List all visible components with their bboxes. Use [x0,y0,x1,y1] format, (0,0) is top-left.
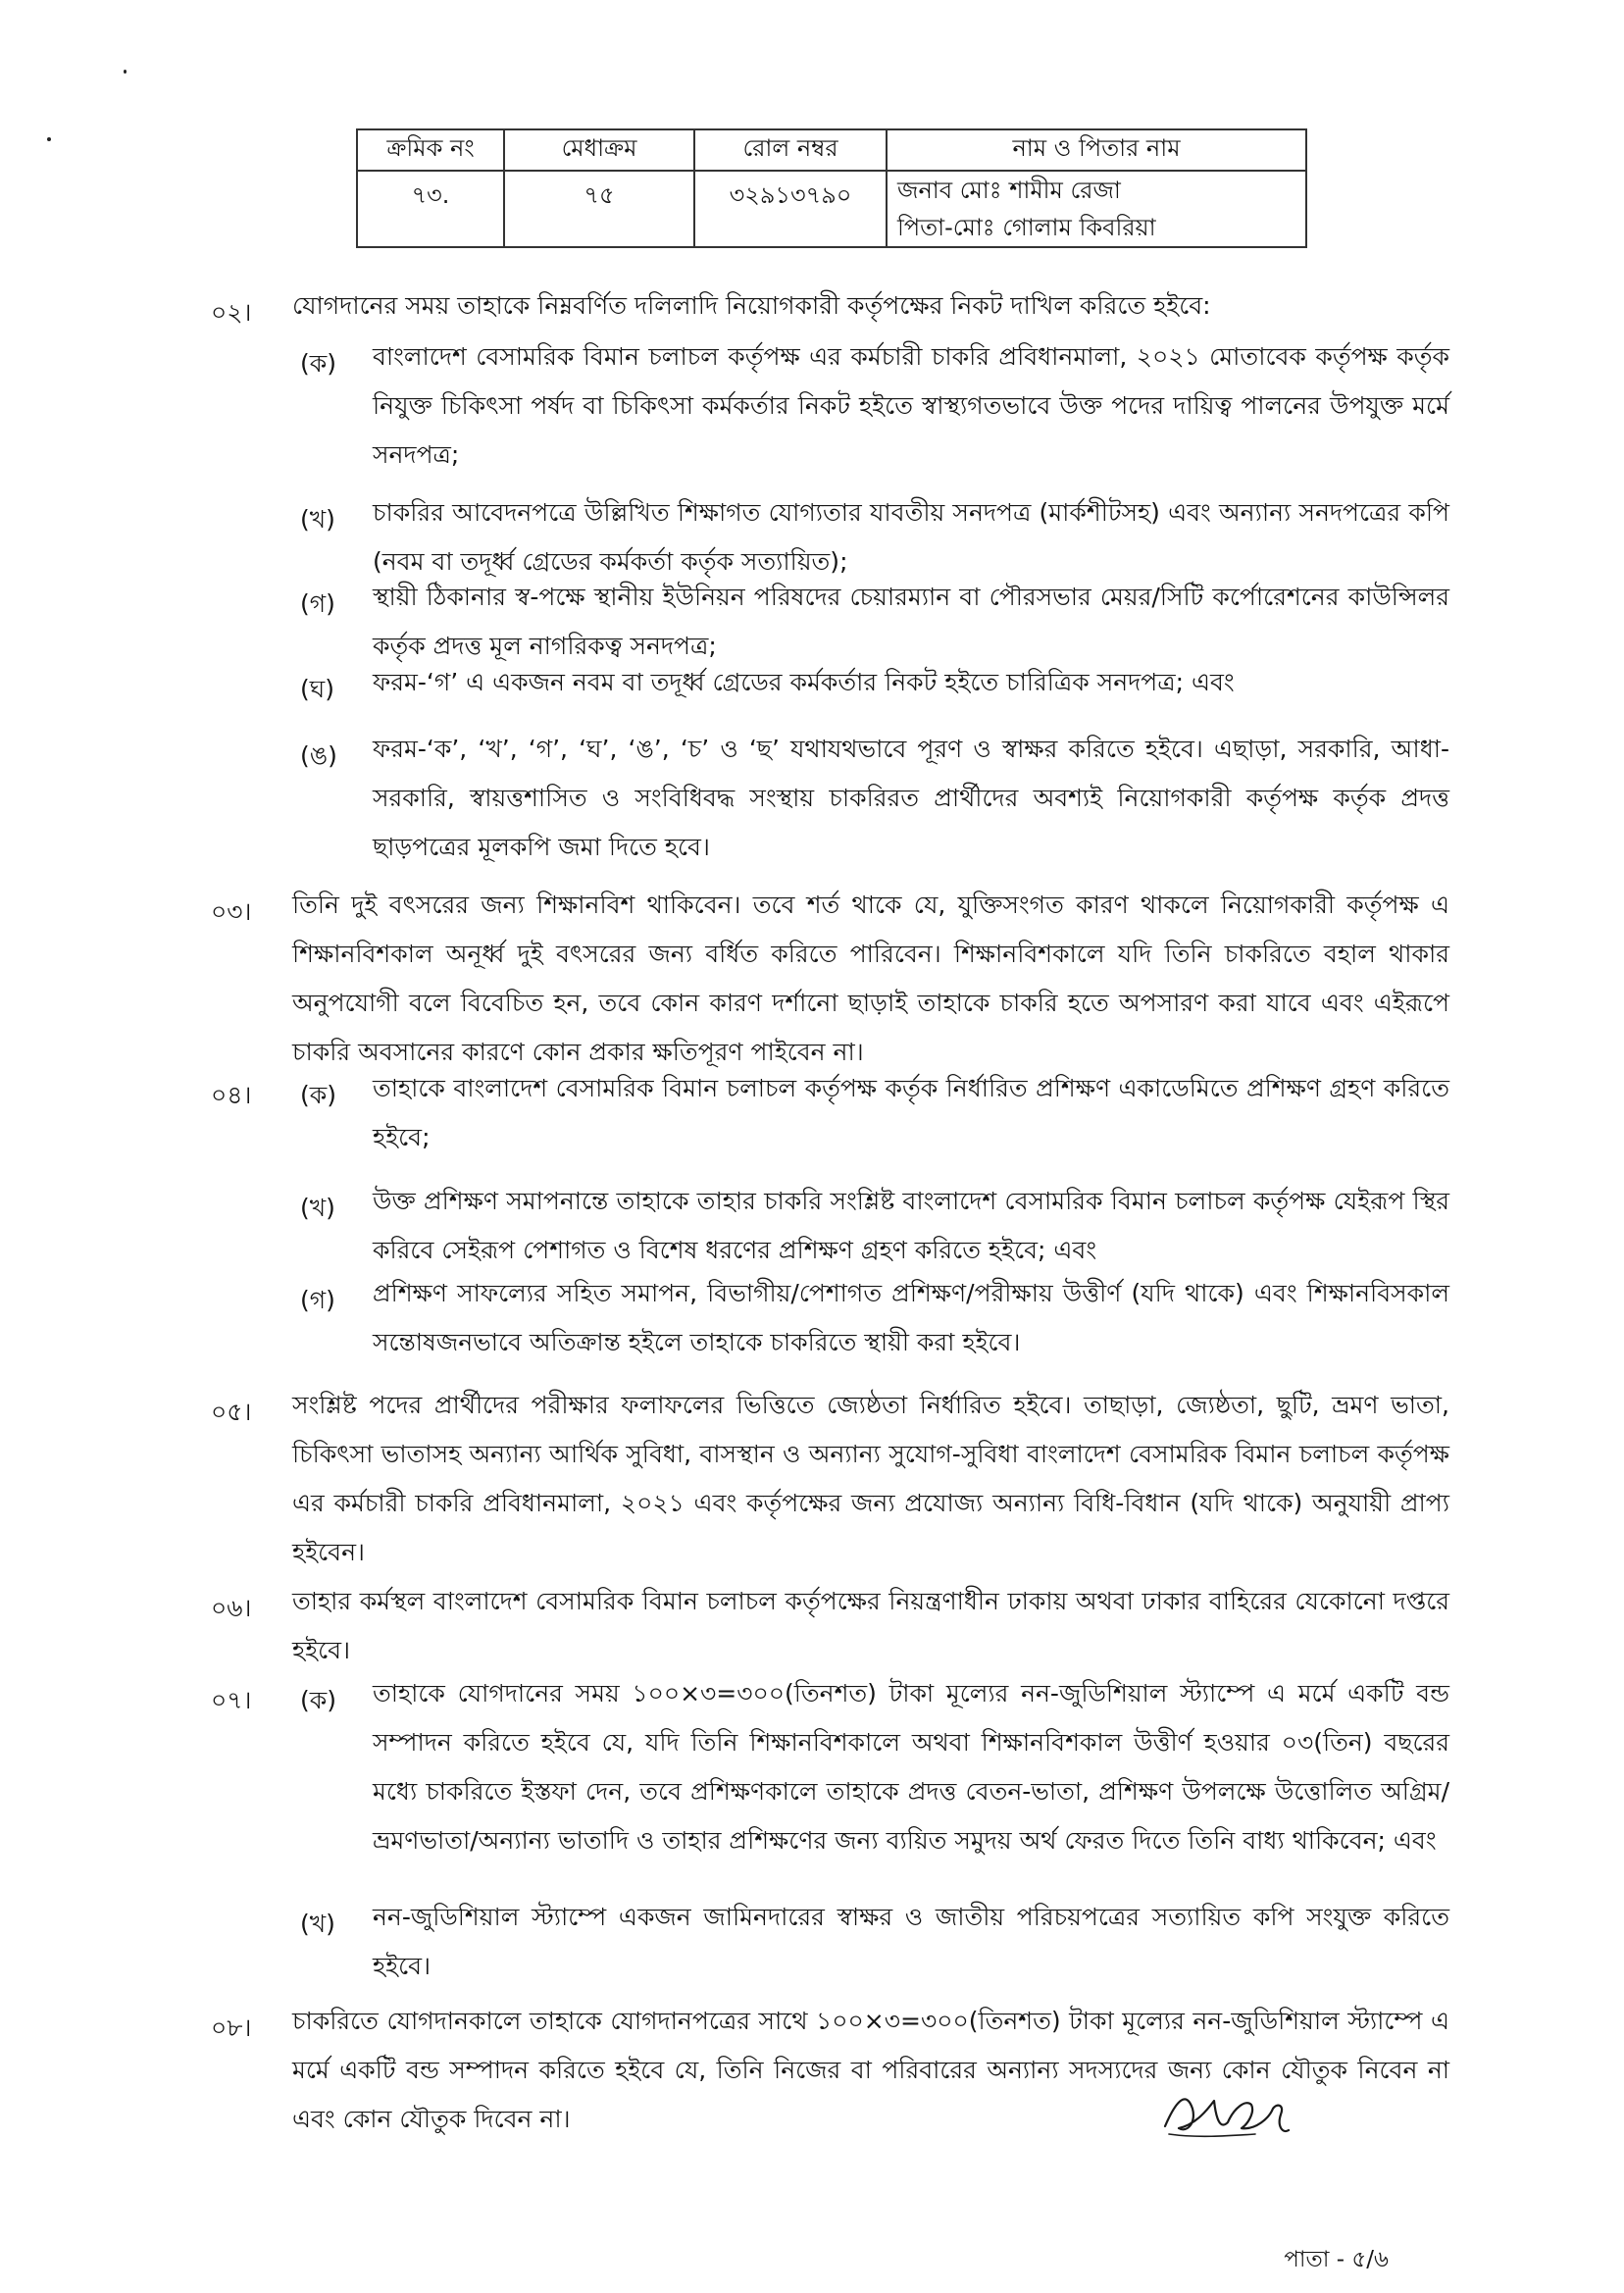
clause-number: ০৩। [211,897,252,926]
item-label: (ঙ) [300,741,337,770]
scan-speck [124,70,127,74]
clause-number: ০২। [211,298,252,327]
header-roll: রোল নম্বর [694,129,887,171]
item-label: (ক) [300,1686,336,1714]
clause-text: চাকরিতে যোগদানকালে তাহাকে যোগদানপত্রের সাথে ১০০×৩=৩০০(তিনশত) টাকা মূল্যের নন-জুডিশিয়াল স্ট্যাম্পে এ মর্মে একটি বন্ড সম্পাদন করিতে হইবে যে, তিনি নিজের বা পরিবারের অন্যান্য সদস্যদের জন্য কোন যৌতুক নিবেন না এবং কোন যৌতুক দিবেন না। [292,2007,1449,2133]
item-text: চাকরির আবেদনপত্রে উল্লিখিত শিক্ষাগত যোগ্যতার যাবতীয় সনদপত্র (মার্কশীটসহ) এবং অন্যান্য সনদপত্রের কপি (নবম বা তদূর্ধ্ব গ্রেডের কর্মকর্তা কর্তৃক সত্যায়িত); [373,498,1449,576]
candidate-father: পিতা-মোঃ গোলাম কিবরিয়া [897,214,1156,241]
clause-number: ০৬। [211,1594,252,1622]
item-label: (ক) [300,1081,336,1109]
clause-text: তিনি দুই বৎসরের জন্য শিক্ষানবিশ থাকিবেন। তবে শর্ত থাকে যে, যুক্তিসংগত কারণ থাকলে নিয়োগকারী কর্তৃপক্ষ এ শিক্ষানবিশকাল অনূর্ধ্ব দুই বৎসরের জন্য বর্ধিত করিতে পারিবেন। শিক্ষানবিশকালে যদি তিনি চাকরিতে বহাল থাকার অনুপযোগী বলে বিবেচিত হন, তবে কোন কারণ দর্শানো ছাড়াই তাহাকে চাকরি হতে অপসারণ করা যাবে এবং এইরূপে চাকরি অবসানের কারণে কোন প্রকার ক্ষতিপূরণ পাইবেন না। [292,891,1449,1066]
item-label: (গ) [300,1286,335,1314]
signature-initials [1157,2079,1294,2148]
cell-roll: ৩২৯১৩৭৯০ [694,171,887,247]
item-label: (গ) [300,589,335,618]
clause-number: ০৭। [211,1686,252,1714]
clause-text: সংশ্লিষ্ট পদের প্রার্থীদের পরীক্ষার ফলাফলের ভিত্তিতে জ্যেষ্ঠতা নির্ধারিত হইবে। তাছাড়া, জ্যেষ্ঠতা, ছুটি, ভ্রমণ ভাতা, চিকিৎসা ভাতাসহ অন্যান্য আর্থিক সুবিধা, বাসস্থান ও অন্যান্য সুযোগ-সুবিধা বাংলাদেশ বেসামরিক বিমান চলাচল কর্তৃপক্ষ এর কর্মচারী চাকরি প্রবিধানমালা, ২০২১ এবং কর্তৃপক্ষের জন্য প্রযোজ্য অন্যান্য বিধি-বিধান (যদি থাকে) অনুযায়ী প্রাপ্য হইবেন। [292,1391,1449,1566]
item-text: তাহাকে যোগদানের সময় ১০০×৩=৩০০(তিনশত) টাকা মূল্যের নন-জুডিশিয়াল স্ট্যাম্পে এ মর্মে একটি বন্ড সম্পাদন করিতে হইবে যে, যদি তিনি শিক্ষানবিশকালে অথবা শিক্ষানবিশকাল উত্তীর্ণ হওয়ার ০৩(তিন) বছরের মধ্যে চাকরিতে ইস্তফা দেন, তবে প্রশিক্ষণকালে তাহাকে প্রদত্ত বেতন-ভাতা, প্রশিক্ষণ উপলক্ষে উত্তোলিত অগ্রিম/ভ্রমণভাতা/অন্যান্য ভাতাদি ও তাহার প্রশিক্ষণের জন্য ব্যয়িত সমুদয় অর্থ ফেরত দিতে তিনি বাধ্য থাকিবেন; এবং [373,1679,1449,1855]
item-text: ফরম-‘ক’, ‘খ’, ‘গ’, ‘ঘ’, ‘ঙ’, ‘চ’ ও ‘ছ’ যথাযথভাবে পূরণ ও স্বাক্ষর করিতে হইবে। এছাড়া, সরকারি, আধা-সরকারি, স্বায়ত্তশাসিত ও সংবিধিবদ্ধ সংস্থায় চাকরিরত প্রার্থীদের অবশ্যই নিয়োগকারী কর্তৃপক্ষ কর্তৃক প্রদত্ত ছাড়পত্রের মূলকপি জমা দিতে হবে। [373,735,1449,861]
candidate-table [356,128,1307,248]
item-text: নন-জুডিশিয়াল স্ট্যাম্পে একজন জামিনদারের স্বাক্ষর ও জাতীয় পরিচয়পত্রের সত্যায়িত কপি সংযুক্ত করিতে হইবে। [373,1903,1449,1980]
header-merit: মেধাক্রম [504,129,694,171]
clause-number: ০৮। [211,2013,252,2042]
cell-merit: ৭৫ [504,171,694,247]
table-row [357,171,1306,247]
item-text: স্থায়ী ঠিকানার স্ব-পক্ষে স্থানীয় ইউনিয়ন পরিষদের চেয়ারম্যান বা পৌরসভার মেয়র/সিটি কর্পোরেশনের কাউন্সিলর কর্তৃক প্রদত্ত মূল নাগরিকত্ব সনদপত্র; [373,583,1449,660]
item-label: (ঘ) [300,675,334,703]
clause-text: তাহার কর্মস্থল বাংলাদেশ বেসামরিক বিমান চলাচল কর্তৃপক্ষের নিয়ন্ত্রণাধীন ঢাকায় অথবা ঢাকার বাহিরের যেকোনো দপ্তরে হইবে। [292,1587,1449,1664]
table-header-row [357,129,1306,171]
item-label: (খ) [300,505,335,534]
cell-serial: ৭৩. [357,171,504,247]
item-text: প্রশিক্ষণ সাফল্যের সহিত সমাপন, বিভাগীয়/পেশাগত প্রশিক্ষণ/পরীক্ষায় উত্তীর্ণ (যদি থাকে) এবং শিক্ষানবিসকাল সন্তোষজনভাবে অতিক্রান্ত হইলে তাহাকে চাকরিতে স্থায়ী করা হইবে। [373,1279,1449,1356]
item-text: তাহাকে বাংলাদেশ বেসামরিক বিমান চলাচল কর্তৃপক্ষ কর্তৃক নির্ধারিত প্রশিক্ষণ একাডেমিতে প্রশিক্ষণ গ্রহণ করিতে হইবে; [373,1074,1449,1151]
item-text: উক্ত প্রশিক্ষণ সমাপনান্তে তাহাকে তাহার চাকরি সংশ্লিষ্ট বাংলাদেশ বেসামরিক বিমান চলাচল কর্তৃপক্ষ যেইরূপ স্থির করিবে সেইরূপ পেশাগত ও বিশেষ ধরণের প্রশিক্ষণ গ্রহণ করিতে হইবে; এবং [373,1187,1449,1264]
page-number: পাতা - ৫/৬ [1284,2247,1389,2272]
item-text: বাংলাদেশ বেসামরিক বিমান চলাচল কর্তৃপক্ষ এর কর্মচারী চাকরি প্রবিধানমালা, ২০২১ মোতাবেক কর্তৃপক্ষ কর্তৃক নিযুক্ত চিকিৎসা পর্ষদ বা চিকিৎসা কর্মকর্তার নিকট হইতে স্বাস্থ্যগতভাবে উক্ত পদের দায়িত্ব পালনের উপযুক্ত মর্মে সনদপত্র; [373,342,1449,469]
item-label: (খ) [300,1194,335,1222]
clause-text: যোগদানের সময় তাহাকে নিম্নবর্ণিত দলিলাদি নিয়োগকারী কর্তৃপক্ষের নিকট দাখিল করিতে হইবে: [292,291,1211,320]
item-text: ফরম-‘গ’ এ একজন নবম বা তদূর্ধ্ব গ্রেডের কর্মকর্তার নিকট হইতে চারিত্রিক সনদপত্র; এবং [373,668,1235,696]
item-label: (খ) [300,1910,335,1938]
item-label: (ক) [300,349,336,378]
header-name: নাম ও পিতার নাম [887,129,1306,171]
clause-number: ০৪। [211,1081,252,1109]
clause-number: ০৫। [211,1398,252,1426]
scan-speck [47,137,51,141]
header-serial: ক্রমিক নং [357,129,504,171]
cell-name [887,171,1306,247]
candidate-name: জনাব মোঃ শামীম রেজা [897,177,1121,204]
